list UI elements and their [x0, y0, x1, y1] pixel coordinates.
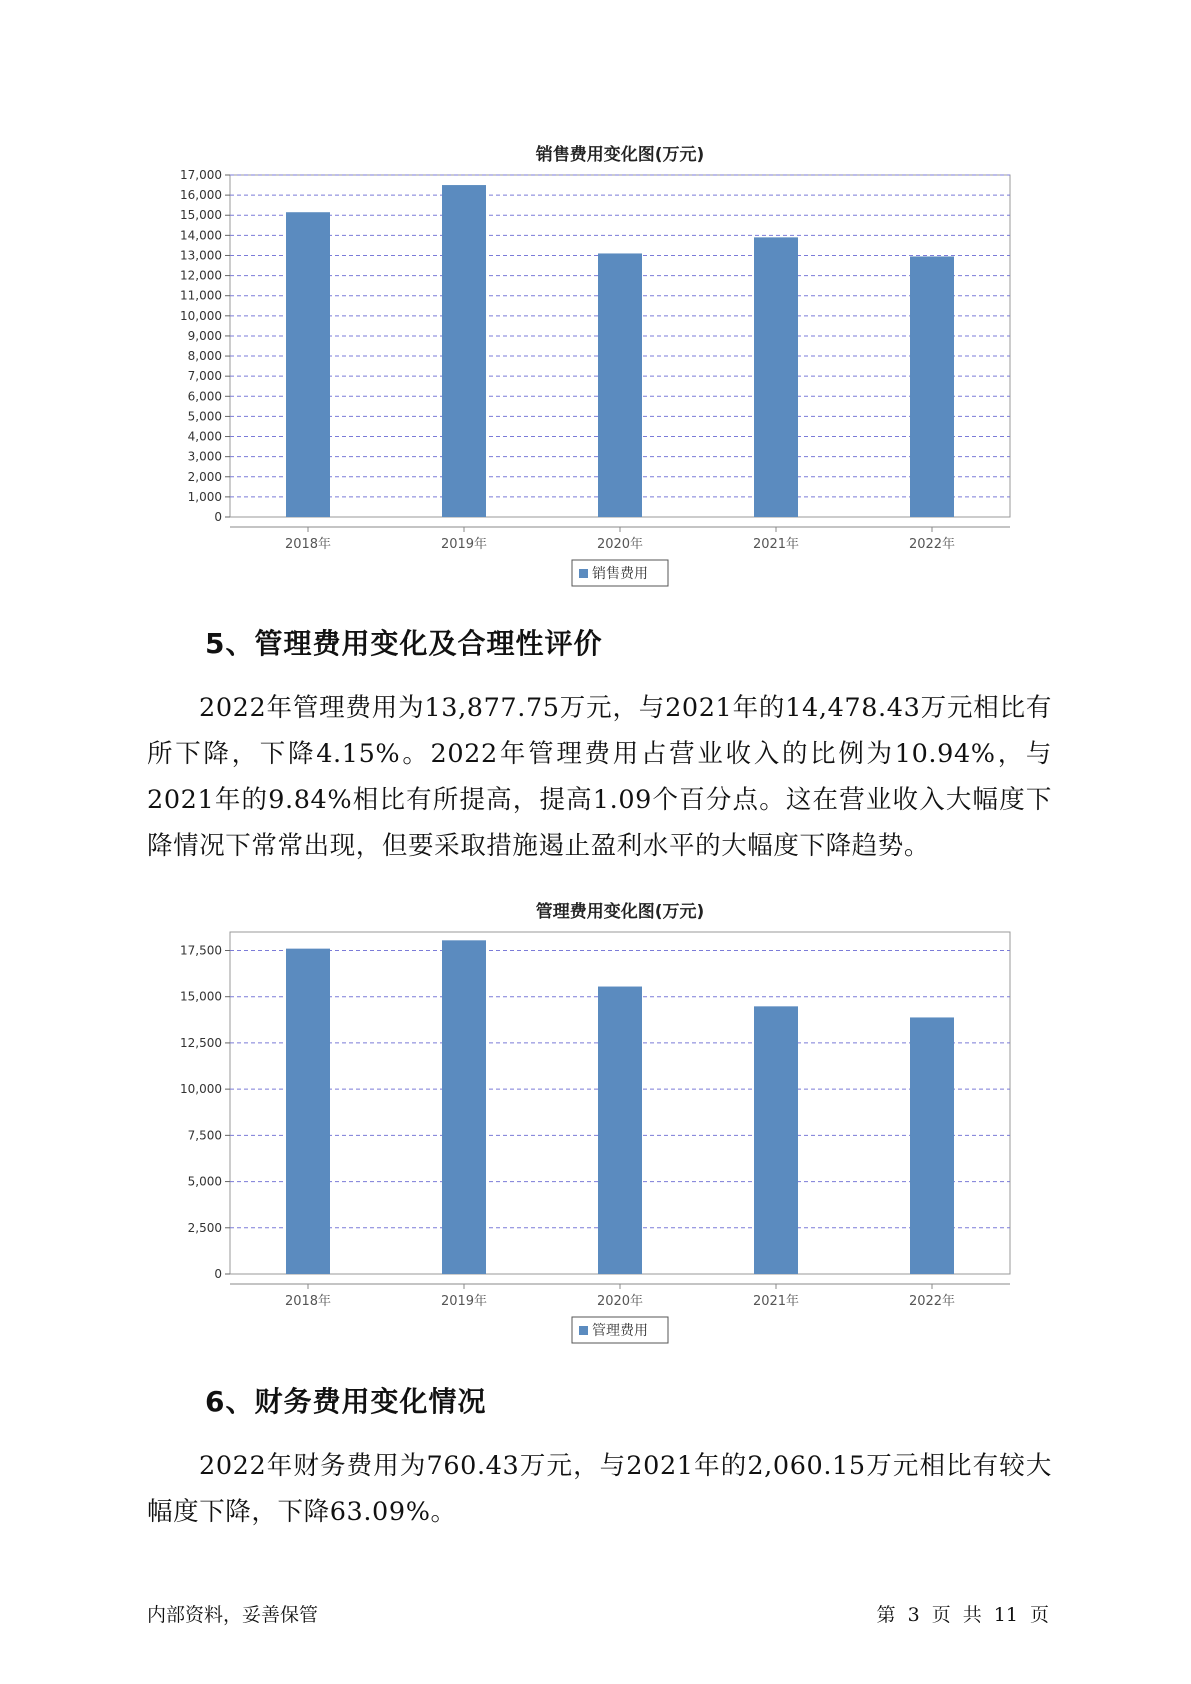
y-tick-label: 2,000 [187, 469, 222, 484]
bar-2022年 [910, 256, 954, 517]
y-tick-label: 17,500 [180, 943, 222, 958]
y-tick-label: 17,000 [180, 168, 222, 182]
y-tick-label: 6,000 [187, 389, 222, 404]
bar-2020年 [598, 987, 642, 1274]
y-tick-label: 7,000 [187, 369, 222, 384]
bar-2021年 [754, 237, 798, 517]
y-tick-label: 5,000 [187, 409, 222, 424]
x-tick-label: 2021年 [752, 537, 800, 552]
y-tick-label: 16,000 [180, 188, 222, 203]
x-tick-label: 2020年 [596, 537, 644, 552]
y-tick-label: 15,000 [180, 208, 222, 223]
y-tick-label: 7,500 [187, 1128, 222, 1143]
y-tick-label: 9,000 [187, 328, 222, 343]
bar-2020年 [598, 253, 642, 517]
footer-confidential-note: 内部资料，妥善保管 [147, 1604, 319, 1626]
legend-swatch [579, 569, 588, 578]
y-tick-label: 1,000 [187, 489, 222, 504]
section-6-heading: 6、财务费用变化情况 [205, 1385, 487, 1418]
y-tick-label: 14,000 [180, 228, 222, 243]
x-tick-label: 2018年 [284, 1294, 332, 1309]
y-tick-label: 8,000 [187, 349, 222, 364]
bar-2021年 [754, 1006, 798, 1274]
y-tick-label: 4,000 [187, 429, 222, 444]
x-tick-label: 2020年 [596, 1294, 644, 1309]
x-tick-label: 2019年 [440, 1294, 488, 1309]
sales-expense-chart [0, 130, 1191, 595]
section-6-paragraph: 2022年财务费用为760.43万元，与2021年的2,060.15万元相比有较大幅度下降，下降63.09%。 [147, 1451, 1052, 1527]
y-tick-label: 0 [214, 1267, 222, 1281]
admin-expense-chart-svg [0, 887, 1191, 1352]
bar-2019年 [442, 940, 486, 1274]
section-5-heading: 5、管理费用变化及合理性评价 [205, 627, 603, 660]
x-tick-label: 2022年 [908, 537, 956, 552]
legend-swatch [579, 1326, 588, 1335]
y-tick-label: 12,000 [180, 268, 222, 283]
y-tick-label: 5,000 [187, 1174, 222, 1189]
x-tick-label: 2022年 [908, 1294, 956, 1309]
y-tick-label: 11,000 [180, 288, 222, 303]
footer-page-number: 第 3 页 共 11 页 [876, 1604, 1049, 1626]
bar-2019年 [442, 185, 486, 517]
y-tick-label: 10,000 [180, 308, 222, 323]
x-tick-label: 2018年 [284, 537, 332, 552]
chart-title: 管理费用变化图(万元) [535, 902, 705, 922]
legend-label: 管理费用 [592, 1323, 648, 1339]
x-tick-label: 2019年 [440, 537, 488, 552]
y-tick-label: 10,000 [180, 1082, 222, 1097]
section-5-paragraph: 2022年管理费用为13,877.75万元，与2021年的14,478.43万元相比有所下降，下降4.15%。2022年管理费用占营业收入的比例为10.94%，与2021年的9.84%相比有所提高，提高1.09个百分点。这在营业收入大幅度下降情况下常常出现，但要采取措施遏止盈利水平的大幅度下降趋势。 [147, 693, 1052, 861]
bar-2018年 [286, 212, 330, 517]
y-tick-label: 2,500 [187, 1220, 222, 1235]
y-tick-label: 12,500 [180, 1035, 222, 1050]
bar-2022年 [910, 1017, 954, 1274]
y-tick-label: 15,000 [180, 989, 222, 1004]
x-tick-label: 2021年 [752, 1294, 800, 1309]
bar-2018年 [286, 949, 330, 1274]
admin-expense-chart [0, 887, 1191, 1352]
y-tick-label: 3,000 [187, 449, 222, 464]
y-tick-label: 13,000 [180, 248, 222, 263]
sales-expense-chart-svg [0, 130, 1191, 595]
legend-label: 销售费用 [592, 566, 648, 582]
y-tick-label: 0 [214, 510, 222, 524]
chart-title: 销售费用变化图(万元) [535, 145, 705, 165]
